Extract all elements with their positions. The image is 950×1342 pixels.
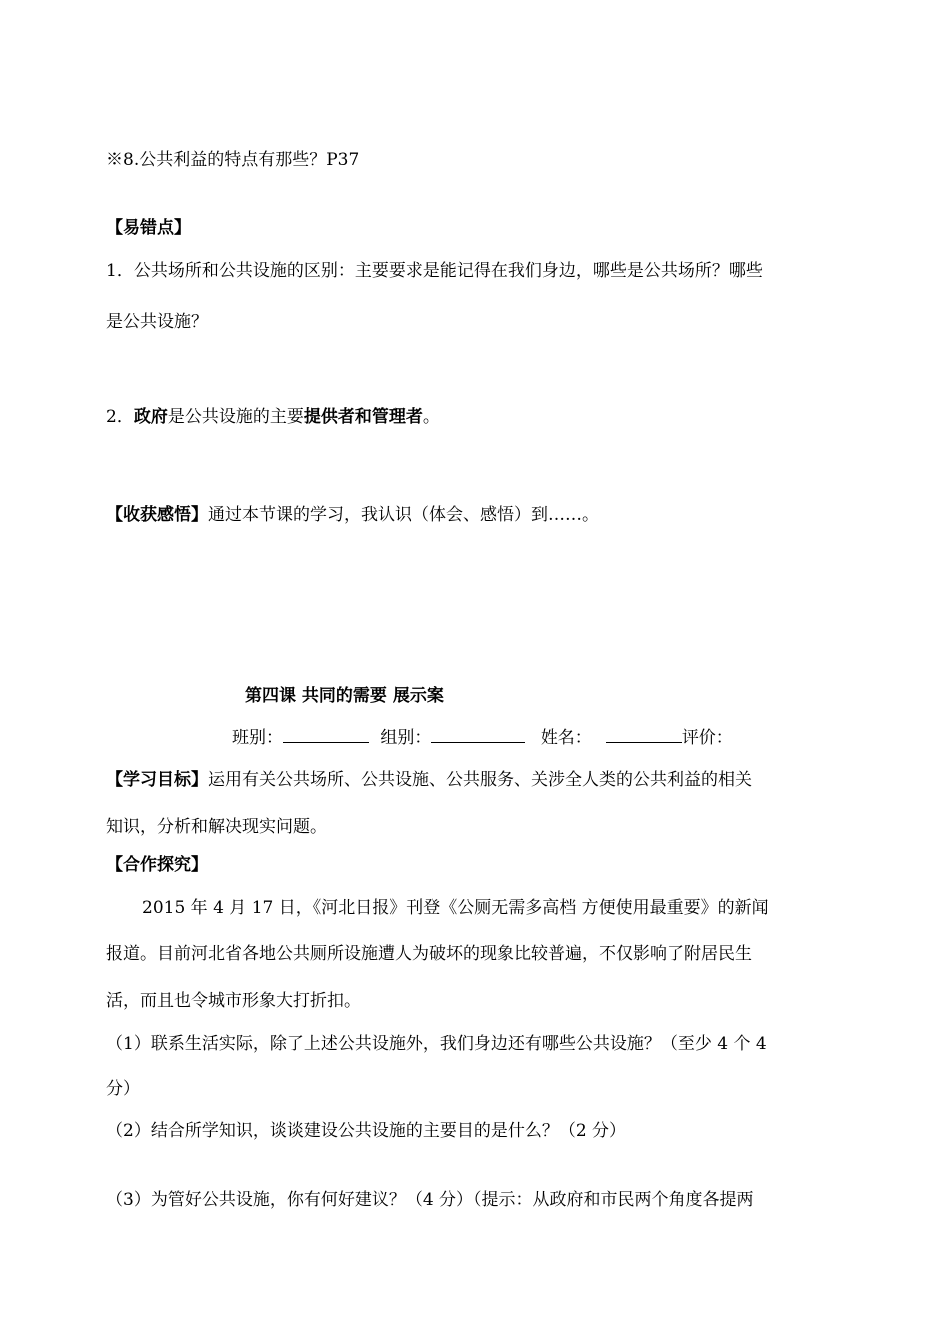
mistake-item-2-bold-provider: 提供者和管理者 bbox=[303, 407, 423, 427]
student-info-form bbox=[232, 726, 733, 750]
reflection-heading: 【收获感悟】 bbox=[106, 505, 208, 525]
class-blank[interactable] bbox=[283, 726, 369, 743]
lesson-title: 第四课 共同的需要 展示案 bbox=[245, 686, 444, 706]
explore-heading: 【合作探究】 bbox=[106, 855, 208, 875]
mistake-item-1-line-2: 是公共设施？ bbox=[106, 312, 208, 332]
objective-line-2: 知识，分析和解决现实问题。 bbox=[106, 817, 327, 837]
mistake-item-2-number: 2． bbox=[106, 407, 134, 427]
objective-heading: 【学习目标】 bbox=[106, 770, 208, 790]
objective-text: 运用有关公共场所、公共设施、公共服务、关涉全人类的公共利益的相关 bbox=[208, 770, 752, 790]
question-1-line-1: （1）联系生活实际，除了上述公共设施外，我们身边还有哪些公共设施？（至少 4 个 4 bbox=[106, 1034, 767, 1054]
mistakes-heading: 【易错点】 bbox=[106, 218, 191, 238]
reflection-line bbox=[106, 503, 599, 527]
group-label: 组别： bbox=[380, 728, 432, 748]
evaluation-label: 评价： bbox=[681, 728, 733, 748]
mistake-item-1-line-1: 1．公共场所和公共设施的区别：主要要求是能记得在我们身边，哪些是公共场所？哪些 bbox=[106, 261, 763, 281]
name-blank[interactable] bbox=[606, 726, 682, 743]
objective-line-1 bbox=[106, 768, 752, 792]
mistake-item-2 bbox=[106, 405, 440, 429]
news-paragraph-line-1: 2015 年 4 月 17 日，《河北日报》刊登《公厕无需多高档 方便使用最重要》的新闻 bbox=[142, 898, 769, 918]
name-label: 姓名： bbox=[540, 728, 592, 748]
news-paragraph-line-3: 活，而且也令城市形象大打折扣。 bbox=[106, 991, 361, 1011]
reflection-text: 通过本节课的学习，我认识（体会、感悟）到……。 bbox=[208, 505, 599, 525]
question-3: （3）为管好公共设施，你有何好建议？（4 分）（提示：从政府和市民两个角度各提两 bbox=[106, 1190, 754, 1210]
mistake-item-2-middle: 是公共设施的主要 bbox=[167, 407, 304, 427]
mistake-item-2-end: 。 bbox=[422, 407, 440, 427]
question-2: （2）结合所学知识，谈谈建设公共设施的主要目的是什么？（2 分） bbox=[106, 1121, 627, 1141]
group-blank[interactable] bbox=[431, 726, 525, 743]
class-label: 班别： bbox=[232, 728, 283, 748]
mistake-item-2-bold-government: 政府 bbox=[133, 407, 168, 427]
question-1-line-2: 分） bbox=[106, 1079, 140, 1099]
news-paragraph-line-2: 报道。目前河北省各地公共厕所设施遭人为破坏的现象比较普遍，不仅影响了附居民生 bbox=[106, 944, 752, 964]
question-8: ※8.公共利益的特点有那些？P37 bbox=[106, 150, 360, 170]
